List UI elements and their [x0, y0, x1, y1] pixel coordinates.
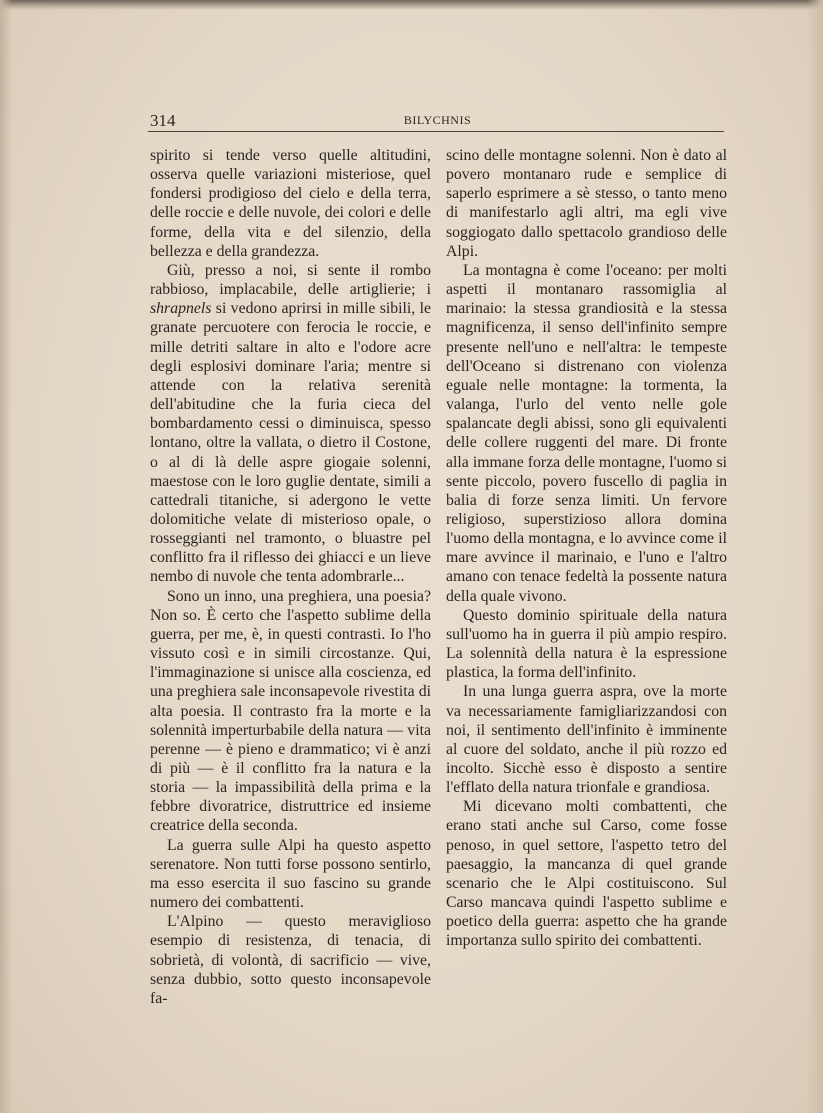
running-title: BILYCHNIS	[403, 113, 472, 127]
paragraph: scino delle montagne solenni. Non è dato al povero montanaro rude e semplice di saperlo esprimere a sè stesso, o tanto meno di manifestarlo agli altri, ma egli vive soggiogato dallo spettacolo grandioso delle Alpi.	[446, 147, 727, 260]
italic-term: shrapnels	[150, 300, 212, 318]
header-rule	[148, 131, 724, 132]
paragraph: Sono un inno, una preghiera, una poesia? Non so. È certo che l'aspetto sublime della guerra, per me, è, in questi contrasti. Io l'ho vissuto così e in simili circostanze. Qui, l'immaginazione si unisce alla coscienza, ed una preghiera sale inconsapevole rivestita di alta poesia. Il contrasto fra la morte e la solennità imperturbabile della natura — vita perenne — è pieno e drammatico; vi è anzi di più — è il conflitto fra la natura e la storia — la impassibilità della prima e la febbre divoratrice, distruttrice ed insieme creatrice della seconda.	[150, 587, 431, 835]
page-left-edge	[0, 0, 12, 1113]
page-right-edge	[807, 0, 823, 1113]
page-header	[150, 111, 725, 131]
text-run: Giù, presso a noi, si sente il rombo rabbioso, implacabile, delle artiglierie; i	[150, 261, 431, 299]
paragraph	[150, 261, 431, 587]
paragraph: In una lunga guerra aspra, ove la morte va necessariamente famigliarizzandosi con noi, il sentimento dell'infinito è imminente al cuore del soldato, anche il più rozzo ed incolto. Sicchè esso è disposto a sentire l'efflato della natura trionfale e grandiosa.	[446, 683, 727, 797]
paragraph: L'Alpino — questo meraviglioso esempio di resistenza, di tenacia, di sobrietà, di volontà, di sacrificio — vive, senza dubbio, sotto questo inconsapevole fa-	[150, 913, 431, 1007]
page-number: 314	[150, 111, 176, 130]
right-column	[446, 146, 727, 951]
paragraph: spirito si tende verso quelle altitudini, osserva quelle variazioni misteriose, quel fondersi prodigioso del cielo e della terra, delle roccie e delle nuvole, dei colori e delle forme, della vita e del silenzio, della bellezza e della grandezza.	[150, 147, 431, 260]
paragraph: Questo dominio spirituale della natura sull'uomo ha in guerra il più ampio respiro. La solennità della natura è la espressione plastica, la forma dell'infinito.	[446, 606, 727, 682]
text-run: si vedono aprirsi in mille sibili, le granate percuotere con ferocia le roccie, e mille detriti saltare in alto e l'odore acre degli esplosivi dominare l'aria; mentre si attende con la relativa serenità dell'abitudine che la furia cieca del bombardamento cessi o diminuisca, spesso lontano, oltre la vallata, o dietro il Costone, o al di là delle aspre giogaie solenni, maestose con le loro guglie dentate, simili a cattedrali titaniche, si adergono le vette dolomitiche velate di misterioso opale, o rosseggianti nel tramonto, o bluastre pel conflitto fra il riflesso dei ghiacci e un lieve nembo di nuvole che tenta adombrarle...	[150, 300, 432, 586]
paragraph: La montagna è come l'oceano: per molti aspetti il montanaro rassomiglia al marinaio: la stessa grandiosità e la stessa magnificenza, il senso dell'infinito sempre presente nell'uno e nell'altra: le tempeste dell'Oceano si distrenano con violenza eguale nelle montagne: la tormenta, la valanga, l'urlo del vento nelle gole spalancate degli abissi, sono gli equivalenti delle collere ruggenti del mare. Di fronte alla immane forza delle montagne, l'uomo si sente piccolo, povero fuscello di paglia in balia di forze senza limiti. Un fervore religioso, superstizioso allora domina l'uomo della montagna, e lo avvince come il mare avvince il marinaio, e l'uno e l'altro amano con tenace fedeltà la possente natura della quale vivono.	[446, 261, 727, 605]
paragraph: Mi dicevano molti combattenti, che erano stati anche sul Carso, come fosse penoso, in quel settore, l'aspetto tetro del paesaggio, la mancanza di quel grande scenario che le Alpi costituiscono. Sul Carso mancava quindi l'aspetto sublime e poetico della guerra: aspetto che ha grande importanza sullo spirito dei combattenti.	[446, 798, 727, 950]
left-column	[150, 146, 431, 1008]
page-top-edge	[0, 0, 823, 10]
paragraph: La guerra sulle Alpi ha questo aspetto serenatore. Non tutti forse possono sentirlo, ma esso esercita il suo fascino su grande numero dei combattenti.	[150, 836, 431, 912]
